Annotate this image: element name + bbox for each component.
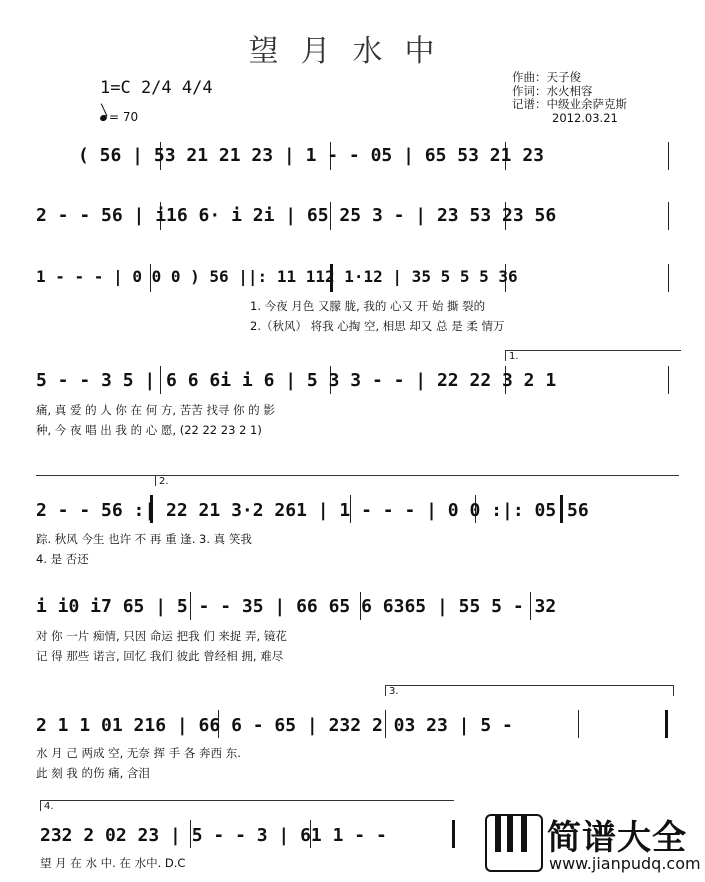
barline [668,202,669,230]
notation-line: 1 - - - | 0 0 0 ) 56 ||: 11 112 1·12 | 35 5 5 5 36 [36,267,518,286]
lyric-verse-2: 2.（秋风） 将我 心掏 空, 相思 却又 总 是 柔 情万 [250,319,505,333]
notation-line: i i0 i7 65 | 5 - - 35 | 66 65 6 6365 | 55 5 - 32 [36,596,557,617]
barline [578,710,579,738]
lyric-verse-2: 4. 是 否还 [36,552,89,566]
credit-date: 2012.03.21 [552,110,618,125]
barline [668,366,669,394]
watermark-name: 简谱大全 [547,818,687,858]
credit-transcriber: 记谱：中级业余萨克斯 [512,97,627,111]
watermark-url: www.jianpudq.com [549,854,701,873]
barline [668,264,669,292]
volta-3: 3. [385,685,674,696]
lyric-verse-1: 水 月 己 两成 空, 无奈 挥 手 各 奔西 东. [36,746,241,760]
barline [668,142,669,170]
notation-line: 5 - - 3 5 | 6 6 6i i 6 | 5 3 3 - - | 22 22 3 2 1 [36,370,557,391]
lyric-verse-2: 种, 今 夜 唱 出 我 的 心 愿, (22 22 23 2 1) [36,423,262,437]
credits [512,71,627,125]
watermark-logo [485,810,700,876]
lyric-verse-2: 此 刻 我 的伤 痛, 含泪 [36,766,150,780]
song-title: 望月水中 [248,34,457,69]
lyric-verse-1: 1. 今夜 月色 又朦 胧, 我的 心又 开 始 撕 裂的 [250,299,486,313]
lyric-verse-2: 记 得 那些 诺言, 回忆 我们 彼此 曾经相 拥, 难尽 [36,649,284,663]
notation-line: 232 2 02 23 | 5 - - 3 | 61 1 - - [40,825,387,846]
volta-2: 2. [155,475,679,486]
notation-line: ( 56 | 53 21 21 23 | 1 - - 05 | 65 53 21 23 [78,145,544,166]
lyric-verse-1: 踪. 秋风 今生 也许 不 再 重 逢. 3. 真 笑我 [36,532,252,546]
quarter-note-icon [99,114,108,122]
credit-lyricist: 作词：水火相容 [512,83,593,98]
notation-line: 2 - - 56 | i16 6· i 2i | 65 25 3 - | 23 53 23 56 [36,205,557,226]
notation-line: 2 - - 56 :| 22 21 3·2 261 | 1 - - - | 0 0 :|: 05 56 [36,500,589,521]
tempo-marking [100,110,138,124]
volta-1-end-line [36,475,156,476]
volta-4: 4. [40,800,454,811]
notation-line: 2 1 1 01 216 | 66 6 - 65 | 232 2 03 23 | 5 - [36,715,513,736]
repeat-end-bar [665,710,668,738]
final-bar [452,820,455,848]
credit-composer: 作曲：天子俊 [512,70,581,84]
key-signature: 1=C 2/4 4/4 [100,78,213,98]
lyric-verse-1: 对 你 一片 痴情, 只因 命运 把我 们 来捉 弄, 镜花 [36,629,287,643]
tempo-value: = 70 [109,110,139,124]
piano-keys-icon [485,814,543,872]
lyric-verse-1: 望 月 在 水 中. 在 水中. D.C [40,856,186,870]
lyric-verse-1: 痛, 真 爱 的 人 你 在 何 方, 苦苦 找寻 你 的 影 [36,403,275,417]
volta-1: 1. [505,350,681,361]
